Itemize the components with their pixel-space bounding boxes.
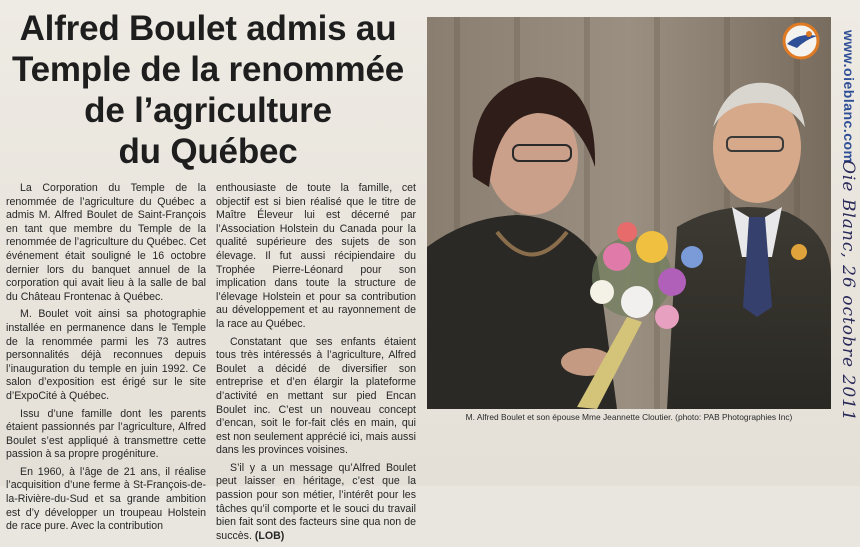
website-url: www.oieblanc.com xyxy=(841,30,857,164)
paragraph: enthousiaste de toute la famille, cet objectif est si bien réalisé que le titre de Maître Éleveur lui est décerné par l’Association Holstein du Canada pour la qualité supérieure des sujets de son élevage. Il fut aussi récipiendaire du Trophée Pierre-Léonard pour son implication dans toute la structure de l’élevage Holstein et pour sa contribution au développement et au rayonnement de la race au Québec. xyxy=(216,182,416,330)
headline-line: de l’agriculture xyxy=(84,91,332,130)
paragraph: Issu d’une famille dont les parents étaient passionnés par l’agriculture, Alfred Boulet s’est appliqué à transmettre cette passion à sa propre progéniture. xyxy=(6,407,206,461)
newspaper-logo xyxy=(779,22,825,60)
paragraph xyxy=(216,462,416,544)
photo-caption: M. Alfred Boulet et son épouse Mme Jeannette Cloutier. (photo: PAB Photographies Inc) xyxy=(465,412,793,422)
article-column-1 xyxy=(6,182,206,538)
paragraph: M. Boulet voit ainsi sa photographie installée en permanence dans le Temple de la renommée parmi les 73 autres personnalités déjà reconnues depuis l’inauguration du temple en juin 1992. Ce salon d’exposition est érigé sur le site d’ExpoCité à Québec. xyxy=(6,308,206,402)
headline-line: Alfred Boulet admis au xyxy=(19,9,397,48)
handwritten-note: Oie Blanc, 26 octobre 2011 xyxy=(838,160,858,422)
paragraph: Constatant que ses enfants étaient tous très intéressés à l’agriculture, Alfred Boulet a décidé de diversifier son entreprise et d’en élargir la plateforme d’activité en mettant sur pied Encan Boulet inc. C’est un nouveau concept d’encan, soit le for-fait clés en main, qui est non seulement apprécié ici, mais aussi dans les provinces voisines. xyxy=(216,335,416,457)
paragraph-text: S’il y a un message qu’Alfred Boulet peut laisser en héritage, c’est que la passion pour son métier, l’intérêt pour les tâches qu’il comporte et le souci du travail bien fait sont des facteurs sine qua non de succès. xyxy=(216,461,416,542)
author-signature: (LOB) xyxy=(254,529,285,542)
headline-line: du Québec xyxy=(118,132,298,171)
paragraph: La Corporation du Temple de la renommée de l’agriculture du Québec a admis M. Alfred Boulet de Saint-François en tant que membre du Temple de la renommée de l’agriculture du Québec. Cet événement était souligné le 16 octobre dernier lors du banquet annuel de la corporation qui avait lieu à la salle de bal du Château Frontenac à Québec. xyxy=(6,182,206,303)
paragraph: En 1960, à l’âge de 21 ans, il réalise l’acquisition d’une ferme à St-François-de-la-Rivière-du-Sud et sa grande ambition est d’y développer un troupeau Holstein de race pure. Avec la contribution xyxy=(6,465,206,533)
headline-line: Temple de la renommée xyxy=(12,50,404,89)
article-headline xyxy=(0,8,416,172)
article-column-2 xyxy=(216,182,416,547)
article-photo xyxy=(427,17,831,409)
